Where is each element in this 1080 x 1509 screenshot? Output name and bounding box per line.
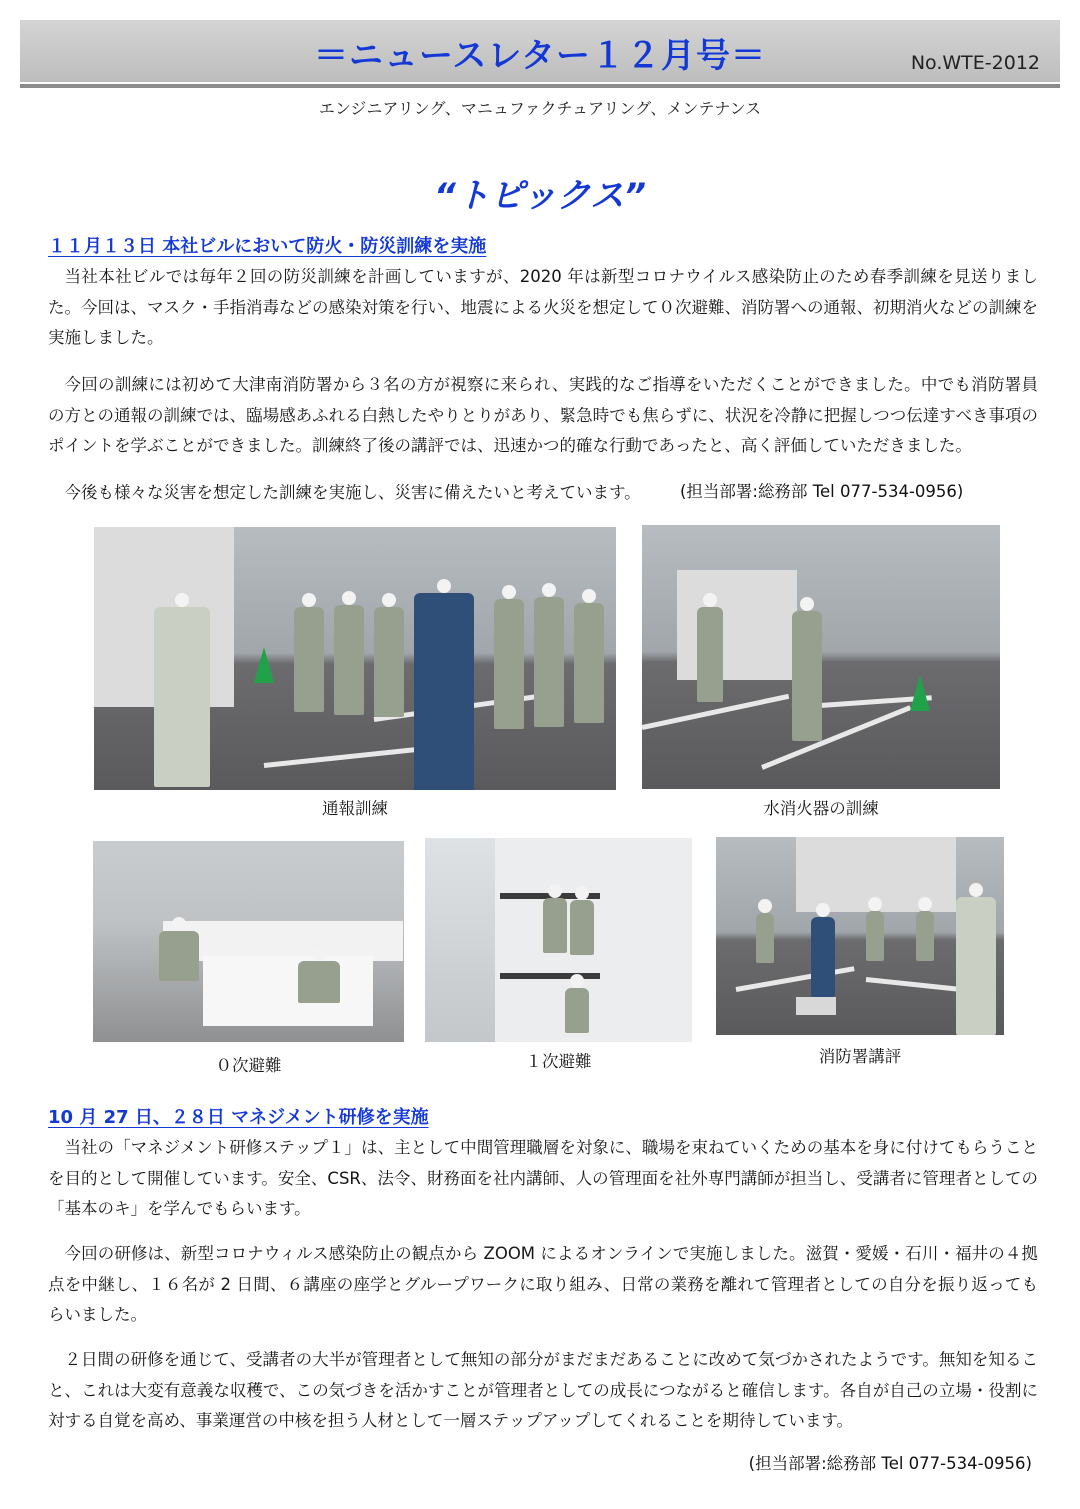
section2-heading: 10 月 27 日、２８日 マネジメント研修を実施	[48, 1107, 429, 1128]
section1-paragraph-2: 今回の訓練には初めて大津南消防署から３名の方が視察に来られ、実践的なご指導をいただくことができました。中でも消防署員の方との通報の訓練では、臨場感あふれる白熱したやりとりがあり、緊急時でも焦らずに、状況を冷静に把握しつつ伝達すべき事項のポイントを学ぶことができました。訓練終了後の講評では、迅速かつ的確な行動であったと、高く評価していただきました。	[48, 375, 1038, 455]
section2-paragraph-3: ２日間の研修を通じて、受講者の大半が管理者として無知の部分がまだまだあることに改めて気づかされたようです。無知を知ること、これは大変有意義な収穫で、この気づきを活かすことが管理者としての成長につながると確信します。各自が自己の立場・役割に対する自覚を高め、事業運営の中核を担う人材として一層ステップアップしてくれることを期待しています。	[48, 1350, 1038, 1430]
caption-report-drill: 通報訓練	[322, 799, 388, 818]
caption-extinguisher-drill: 水消火器の訓練	[763, 799, 879, 818]
header-divider	[20, 84, 1060, 88]
section1-paragraph-3: 今後も様々な災害を想定した訓練を実施し、災害に備えたいと考えています。	[64, 483, 641, 502]
photo-evacuation-0	[93, 841, 404, 1042]
photo-report-drill	[94, 527, 616, 790]
topics-heading: “トピックス”	[433, 176, 647, 216]
section2-paragraph-1: 当社の「マネジメント研修ステップ１」は、主として中間管理職層を対象に、職場を束ねていくための基本を身に付けてもらうことを目的として開催しています。安全、CSR、法令、財務面を社内講師、人の管理面を社外専門講師が担当し、受講者に管理者としての「基本のキ」を学んでもらいます。	[48, 1138, 1038, 1218]
photo-evacuation-1	[425, 838, 692, 1042]
newsletter-title: ＝ニュースレター１２月号＝	[314, 36, 766, 76]
section1-paragraph-1: 当社本社ビルでは毎年２回の防災訓練を計画していますが、2020 年は新型コロナウイルス感染防止のため春季訓練を見送りました。今回は、マスク・手指消毒などの感染対策を行い、地震による火災を想定して０次避難、消防署への通報、初期消火などの訓練を実施しました。	[48, 267, 1038, 347]
photo-fire-station-review	[716, 837, 1004, 1035]
issue-number: No.WTE-2012	[910, 52, 1040, 74]
business-subtitle: エンジニアリング、マニュファクチュアリング、メンテナンス	[318, 99, 762, 118]
caption-evacuation-0: ０次避難	[215, 1056, 282, 1075]
section1-contact: (担当部署:総務部 Tel 077-534-0956)	[680, 482, 964, 501]
caption-fire-station-review: 消防署講評	[818, 1047, 902, 1066]
photo-extinguisher-drill	[642, 525, 1000, 789]
section2-paragraph-2: 今回の研修は、新型コロナウィルス感染防止の観点から ZOOM によるオンラインで実施しました。滋賀・愛媛・石川・福井の４拠点を中継し、１６名が 2 日間、６講座の座学とグループワークに取り組み、日常の業務を離れて管理者としての自分を振り返ってもらいました。	[48, 1244, 1038, 1324]
caption-evacuation-1: １次避難	[525, 1052, 592, 1071]
section1-heading: １１月１３日 本社ビルにおいて防火・防災訓練を実施	[48, 236, 487, 257]
section2-contact: (担当部署:総務部 Tel 077-534-0956)	[748, 1454, 1032, 1473]
